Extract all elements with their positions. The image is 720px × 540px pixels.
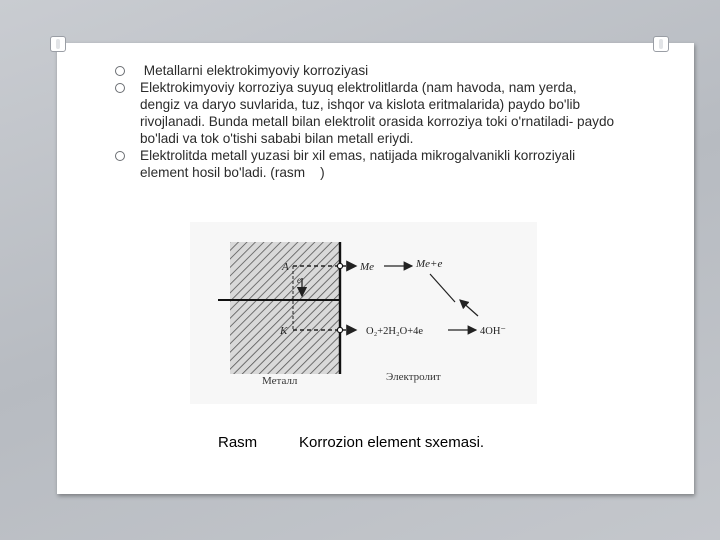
anode-reactant: Me — [360, 261, 375, 273]
bullet-text: Elektrokimyoviy korroziya suyuq elektrolitlarda (nam havoda, nam yerda, dengiz va daryo suvlarida, tuz, ishqor va kislota eritmalarida) paydo bo'lib rivojlanadi. Bunda metall bilan elektrolit orasida korroziya toki o'rnatiladi- paydo bo'ladi va tok o'tishi sababi bilan metall eriydi. — [140, 80, 615, 146]
label-e: e — [297, 275, 301, 285]
slide-corner-tab-right — [653, 36, 669, 52]
bullet-title: Metallarni elektrokimyoviy korroziyasi — [140, 63, 369, 78]
circle-bullet-icon — [115, 83, 125, 93]
caption-title: Korrozion element sxemasi. — [299, 434, 485, 451]
circle-bullet-icon — [115, 151, 125, 161]
electrolyte-label: Электролит — [386, 371, 441, 383]
diagonal-arrow — [460, 300, 478, 316]
label-k: K — [280, 325, 288, 337]
bullet-list — [60, 62, 620, 181]
cathode-reactants: O₂+2H₂O+4e — [366, 326, 424, 337]
circle-bullet-icon — [115, 66, 125, 76]
corrosion-diagram-svg — [190, 222, 537, 404]
cathode-node — [337, 327, 342, 332]
caption-rasm: Rasm — [218, 434, 258, 451]
slide-corner-tab-left — [50, 36, 66, 52]
diagonal-line — [430, 274, 455, 302]
bullet-item — [60, 62, 620, 79]
metal-label: Металл — [262, 375, 298, 387]
corrosion-diagram — [190, 222, 537, 404]
bullet-text: Elektrolitda metall yuzasi bir xil emas, natijada mikrogalvanikli korroziyali element hosil bo'ladi. (rasm ) — [140, 148, 579, 180]
bullet-item — [60, 147, 620, 181]
anode-node — [337, 263, 342, 268]
label-a: A — [282, 261, 289, 273]
anode-product: Me+e — [416, 258, 443, 270]
cathode-product: 4OH⁻ — [480, 326, 506, 337]
bullet-item — [60, 79, 620, 147]
